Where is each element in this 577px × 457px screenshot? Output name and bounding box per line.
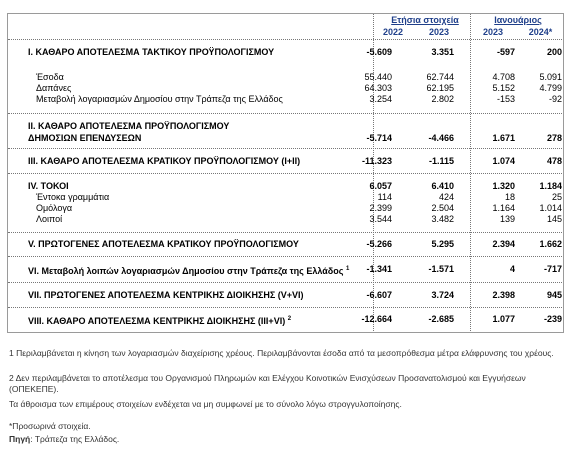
table-row	[0, 72, 577, 83]
cell-value: -1.341	[366, 264, 392, 274]
table-row	[0, 83, 577, 94]
table-row	[0, 94, 577, 105]
table-row	[0, 290, 577, 301]
provisional-note: *Προσωρινά στοιχεία.	[9, 421, 91, 431]
cell-value: 1.662	[539, 239, 562, 249]
cell-value: -11.323	[361, 156, 392, 166]
cell-value: -4.466	[428, 133, 454, 143]
cell-value: 145	[546, 214, 562, 224]
cell-value: -5.609	[366, 47, 392, 57]
cell-value: 4.708	[492, 72, 515, 82]
table-row	[0, 181, 577, 192]
row-label: ΙΙ. ΚΑΘΑΡΟ ΑΠΟΤΕΛΕΣΜΑ ΠΡΟΫΠΟΛΟΓΙΣΜΟΥ	[28, 121, 230, 131]
cell-value: -5.266	[366, 239, 392, 249]
table-row	[0, 203, 577, 214]
source-line	[9, 434, 119, 444]
row-label: ΙΙΙ. ΚΑΘΑΡΟ ΑΠΟΤΕΛΕΣΜΑ ΚΡΑΤΙΚΟΥ ΠΡΟΫΠΟΛΟΓΙΣΜΟΥ (Ι+ΙΙ)	[28, 156, 301, 166]
table-row	[0, 314, 577, 325]
cell-value: 945	[546, 290, 562, 300]
cell-value: -5.714	[366, 133, 392, 143]
cell-value: 6.410	[431, 181, 454, 191]
cell-value: 4	[509, 264, 515, 274]
cell-value: 4.799	[539, 83, 562, 93]
table-row	[0, 239, 577, 250]
cell-value: 478	[546, 156, 562, 166]
cell-value: 200	[546, 47, 562, 57]
rounding-note: Τα άθροισμα των επιμέρους στοιχείων ενδέχεται να μη συμφωνεί με το σύνολο λόγω στρογγυλοποίησης.	[9, 399, 402, 409]
cell-value: 424	[438, 192, 454, 202]
footnote-marker: 1	[345, 266, 350, 272]
footnote-2: 2 Δεν περιλαμβάνεται το αποτέλεσμα του Οργανισμού Πληρωμών και Ελέγχου Κοινοτικών Ενισχύσεων Προσανατολισμού και Εγγυήσεων (ΟΠΕΚΕΠΕ).	[9, 373, 526, 394]
footnote-1: 1 Περιλαμβάνεται η κίνηση των λογαριασμών διαχείρισης χρέους. Περιλαμβάνονται έσοδα από τα μεσοπρόθεσμα μέτρα ελάφρυνσης του χρέους.	[9, 348, 554, 358]
row-divider	[8, 39, 562, 40]
table-row	[0, 264, 577, 275]
cell-value: 25	[551, 192, 562, 202]
cell-value: 1.014	[539, 203, 562, 213]
cell-value: 5.295	[431, 239, 454, 249]
row-label: VIII. ΚΑΘΑΡΟ ΑΠΟΤΕΛΕΣΜΑ ΚΕΝΤΡΙΚΗΣ ΔΙΟΙΚΗΣΗΣ (III+VI) $^2$	[28, 316, 292, 326]
row-label: VII. ΠΡΩΤΟΓΕΝΕΣ ΑΠΟΤΕΛΕΣΜΑ ΚΕΝΤΡΙΚΗΣ ΔΙΟΙΚΗΣΗΣ (V+VI)	[28, 290, 304, 300]
cell-value: -153	[496, 94, 515, 104]
cell-value: 3.724	[431, 290, 454, 300]
cell-value: -1.115	[428, 156, 454, 166]
cell-value: -239	[543, 314, 562, 324]
cell-value: 139	[499, 214, 515, 224]
cell-value: 3.351	[431, 47, 454, 57]
row-label: Έντοκα γραμμάτια	[36, 192, 110, 202]
row-label-line2: ΔΗΜΟΣΙΩΝ ΕΠΕΝΔΥΣΕΩΝ	[28, 133, 142, 143]
year-header: 2022	[382, 27, 404, 37]
cell-value: 1.184	[539, 181, 562, 191]
year-header: 2023	[482, 27, 504, 37]
year-header: 2023	[428, 27, 450, 37]
row-label: Μεταβολή λογαριασμών Δημοσίου στην Τράπεζα της Ελλάδος	[36, 94, 283, 104]
cell-value: 2.802	[431, 94, 454, 104]
table-row	[0, 214, 577, 225]
cell-value: 1.671	[492, 133, 515, 143]
cell-value: -92	[548, 94, 562, 104]
source-label: Πηγή	[9, 434, 31, 444]
row-divider	[8, 256, 562, 257]
cell-value: 62.744	[426, 72, 454, 82]
row-divider	[8, 307, 562, 308]
table-row	[0, 133, 577, 144]
cell-value: 2.399	[369, 203, 392, 213]
row-label: Ομόλογα	[36, 203, 73, 213]
cell-value: 5.152	[492, 83, 515, 93]
cell-value: 1.074	[492, 156, 515, 166]
row-label: Έσοδα	[36, 72, 64, 82]
row-label: V. ΠΡΩΤΟΓΕΝΕΣ ΑΠΟΤΕΛΕΣΜΑ ΚΡΑΤΙΚΟΥ ΠΡΟΫΠΟΛΟΓΙΣΜΟΥ	[28, 239, 299, 249]
cell-value: 2.504	[431, 203, 454, 213]
cell-value: 1.164	[492, 203, 515, 213]
cell-value: 3.482	[431, 214, 454, 224]
row-divider	[8, 282, 562, 283]
cell-value: 1.077	[492, 314, 515, 324]
cell-value: 64.303	[364, 83, 392, 93]
year-header: 2024*	[528, 27, 553, 37]
cell-value: -2.685	[428, 314, 454, 324]
table-row	[0, 156, 577, 167]
cell-value: -12.664	[361, 314, 392, 324]
cell-value: 114	[377, 192, 392, 202]
row-label: Λοιποί	[36, 214, 63, 224]
cell-value: 5.091	[539, 72, 562, 82]
source-text: : Τράπεζα της Ελλάδος.	[30, 434, 120, 444]
table-row	[0, 192, 577, 203]
cell-value: 18	[504, 192, 515, 202]
row-label: VI. Μεταβολή λοιπών λογαριασμών Δημοσίου στην Τράπεζα της Ελλάδος $^1$	[28, 266, 350, 276]
january-header: Ιανουάριος	[494, 15, 542, 25]
row-label: Δαπάνες	[36, 83, 72, 93]
cell-value: 278	[546, 133, 562, 143]
cell-value: 62.195	[426, 83, 454, 93]
row-divider	[8, 113, 562, 114]
cell-value: 2.398	[492, 290, 515, 300]
cell-value: 1.320	[492, 181, 515, 191]
row-label: Ι. ΚΑΘΑΡΟ ΑΠΟΤΕΛΕΣΜΑ ΤΑΚΤΙΚΟΥ ΠΡΟΫΠΟΛΟΓΙΣΜΟΥ	[28, 47, 275, 57]
row-divider	[8, 148, 562, 149]
annual-header: Ετήσια στοιχεία	[391, 15, 459, 25]
cell-value: -6.607	[366, 290, 392, 300]
cell-value: -597	[496, 47, 515, 57]
row-divider	[8, 173, 562, 174]
row-divider	[8, 232, 562, 233]
cell-value: -1.571	[428, 264, 454, 274]
cell-value: 2.394	[492, 239, 515, 249]
row-label: IV. ΤΟΚΟΙ	[28, 181, 69, 191]
cell-value: 3.254	[369, 94, 392, 104]
cell-value: 6.057	[369, 181, 392, 191]
table-row	[0, 47, 577, 58]
cell-value: 55.440	[364, 72, 392, 82]
footnote-marker: 2	[287, 316, 292, 322]
cell-value: -717	[543, 264, 562, 274]
cell-value: 3.544	[369, 214, 392, 224]
